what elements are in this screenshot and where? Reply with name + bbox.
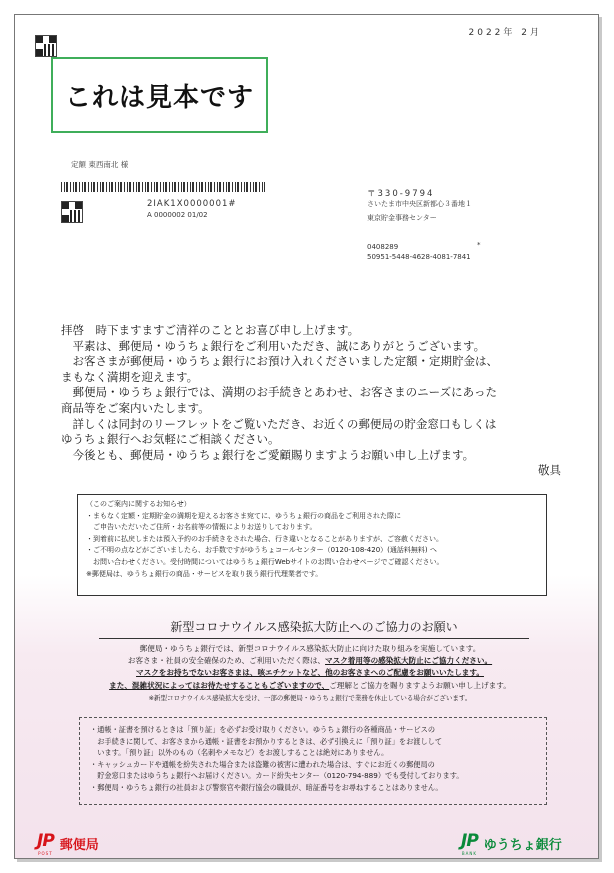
covid-footnote: ※新型コロナウイルス感染拡大を受け、一部の郵便局・ゆうちょ銀行で業務を休止している場合がございます。 [148, 693, 472, 702]
letter-line: 今後とも、郵便局・ゆうちょ銀行をご愛顧賜りますようお願い申し上げます。 [61, 447, 475, 462]
notice-line: ・まもなく定額・定期貯金の満期を迎えるお客さま宛てに、ゆうちょ銀行の商品をご利用された際に [86, 511, 401, 520]
notice-line: ・到着前に払戻しまたは預入予約のお手続きをされた場合、行き違いとなることがありますが、ご容赦ください。 [86, 534, 443, 543]
letter-page [14, 14, 599, 859]
covid-notice-body [55, 643, 565, 704]
customer-code: 2IAK1X0000001# [147, 199, 237, 209]
letter-line: 商品等をご案内いたします。 [61, 400, 210, 415]
letter-line: まもなく満期を迎えます。 [61, 369, 199, 384]
letter-line: 拝啓 時下ますますご清祥のこととお喜び申し上げます。 [61, 323, 360, 337]
sender-center: 東京貯金事務センター [367, 214, 437, 222]
letter-date: 2022年 2月 [468, 28, 542, 38]
post-office-name: 郵便局 [59, 838, 99, 853]
sender-postal-code: 〒330-9794 [367, 189, 435, 199]
caution-line: います。「預り証」以外のもの（名刺やメモなど）をお渡しすることは絶対にありません。 [90, 748, 389, 757]
caution-line: お手続きに関して、お客さまから通帳・証書をお預かりするときは、必ず引換えに「預り証」をお渡しして [90, 736, 443, 746]
sender-id-1: 0408289 [367, 243, 399, 251]
notice-line: ご申告いただいたご住所・お名前等の情報によりお送りしております。 [86, 523, 317, 532]
letter-line: ゆうちょ銀行へお気軽にご相談ください。 [61, 432, 280, 447]
japan-post-logo [37, 831, 99, 856]
sample-label: これは見本です [64, 82, 254, 113]
mask-request: マスク着用等の感染拡大防止にご協力ください。 [325, 656, 493, 666]
addressee-name: 定額 東西南北 様 [71, 160, 129, 169]
notice-line: ・ご不明の点などがございましたら、お手数ですがゆうちょコールセンター（0120-108-420）(通話料無料) へ [86, 546, 437, 555]
covid-line: 郵便局・ゆうちょ銀行では、新型コロナウイルス感染拡大防止に向けた取り組みを実施しています。 [139, 644, 481, 653]
notice-line: ※郵便局は、ゆうちょ銀行の商品・サービスを取り扱う銀行代理業者です。 [86, 569, 323, 578]
caution-line: ・郵便局・ゆうちょ銀行の社員および警察官や銀行協会の職員が、暗証番号をお尋ねすることはありません。 [90, 782, 443, 792]
jp-bank-icon: JP BANK [461, 831, 478, 856]
caution-line: ・キャッシュカードや通帳を紛失された場合または盗難の被害に遭われた場合は、すぐにお近くの郵便局の [90, 759, 435, 769]
bank-name: ゆうちょ銀行 [483, 838, 562, 853]
qr-code-address [61, 201, 83, 223]
letter-line: 詳しくは同封のリーフレットをご覧いただき、お近くの郵便局の貯金窓口もしくは [61, 416, 497, 431]
notice-box [77, 494, 547, 596]
sender-address: さいたま市中央区新都心３番地１ [367, 200, 472, 208]
caution-box [79, 717, 547, 805]
letter-closing: 敬具 [538, 463, 561, 478]
covid-notice-title: 新型コロナウイルス感染拡大防止へのご協力のお願い [99, 618, 529, 639]
yucho-bank-logo [461, 831, 562, 856]
postal-barcode [61, 182, 265, 192]
letter-line: 郵便局・ゆうちょ銀行では、満期のお手続きとあわせ、お客さまのニーズにあった [61, 385, 497, 400]
notice-line: お問い合わせください。受付時間についてはゆうちょ銀行Webサイトのお問い合わせページでご確認ください。 [86, 557, 444, 566]
caution-line: ・通帳・証書を預けるときは「預り証」を必ずお受け取りください。ゆうちょ銀行の各種商品・サービスの [90, 725, 436, 734]
sender-asterisk: * [477, 241, 481, 249]
qr-code-top [35, 35, 57, 57]
letter-line: お客さまが郵便局・ゆうちょ銀行にお預け入れくださいました定額・定期貯金は、 [61, 354, 498, 369]
letter-body [61, 323, 561, 479]
letter-line: 平素は、郵便局・ゆうちょ銀行をご利用いただき、誠にありがとうございます。 [61, 338, 486, 353]
covid-line-etiquette: マスクをお持ちでないお客さまは、咳エチケットなど、他のお客さまへのご配慮をお願いいたします。 [136, 668, 484, 678]
customer-serial: A 0000002 01/02 [147, 211, 208, 219]
sample-stamp-box [51, 57, 268, 133]
covid-line: お客さま・社員の安全確保のため、ご利用いただく際は、マスク着用等の感染拡大防止にご協力ください。 [127, 656, 493, 666]
covid-line: また、混雑状況によってはお待たせすることもございますので、ご理解とご協力を賜りますようお願い申し上げます。 [109, 680, 511, 690]
notice-title: （このご案内に関するお知らせ） [86, 500, 191, 508]
sender-id-2: 50951-5448-4628-4081-7841 [367, 253, 471, 261]
caution-line: 貯金窓口またはゆうちょ銀行へお届けください。カード紛失センター（0120-794-889）でも受付しております。 [90, 771, 464, 780]
jp-post-icon: JP POST [37, 831, 54, 856]
